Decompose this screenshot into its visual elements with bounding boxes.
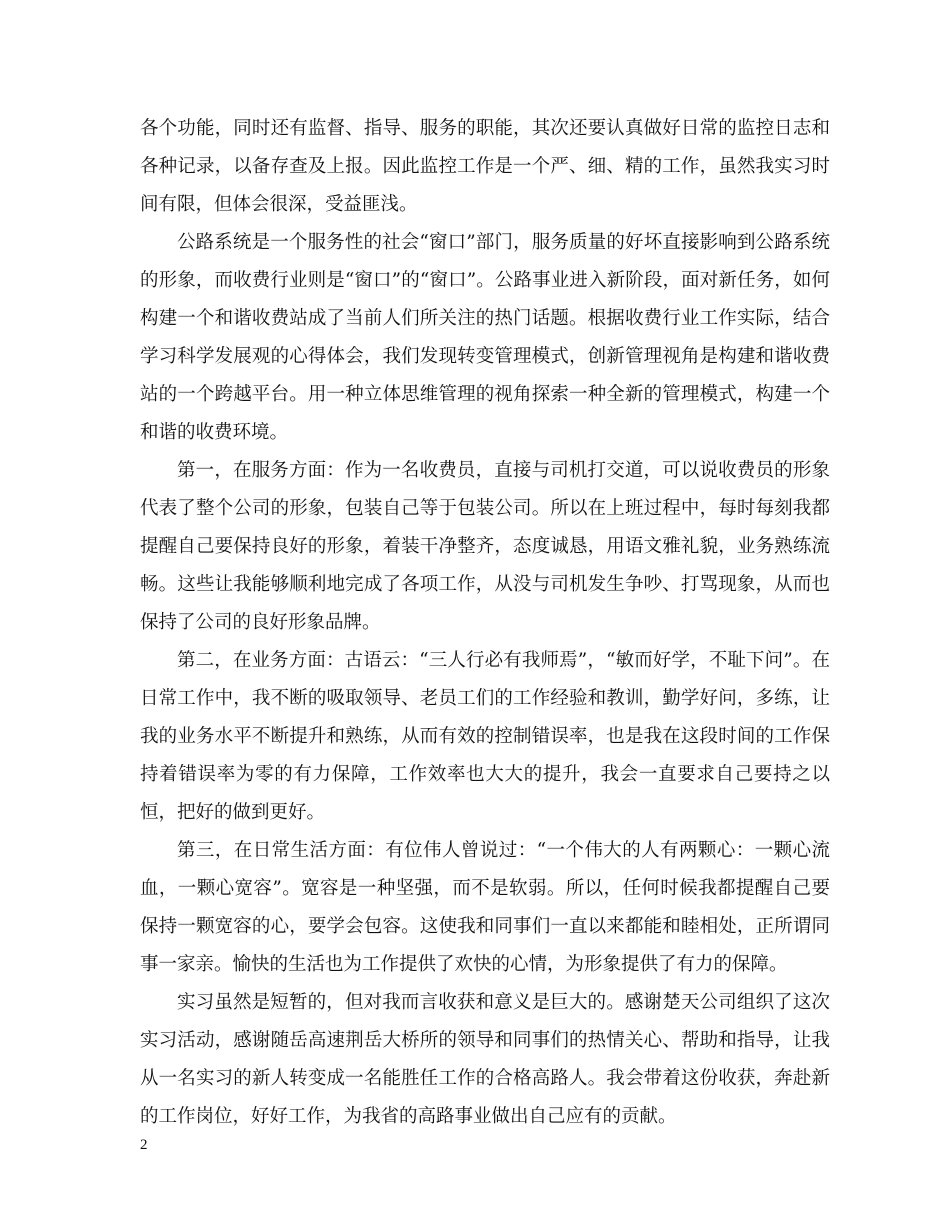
page-number: 2: [140, 1137, 148, 1153]
paragraph-service: 第一，在服务方面：作为一名收费员，直接与司机打交道，可以说收费员的形象代表了整个公司的形象，包装自己等于包装公司。所以在上班过程中，每时每刻我都提醒自己要保持良好的形象，着装干净整齐，态度诚恳，用语文雅礼貌，业务熟练流畅。这些让我能够顺利地完成了各项工作，从没与司机发生争吵、打骂现象，从而也保持了公司的良好形象品牌。: [140, 460, 830, 633]
document-body: [140, 110, 830, 1136]
paragraph-continuation: 各个功能，同时还有监督、指导、服务的职能，其次还要认真做好日常的监控日志和各种记录，以备存查及上报。因此监控工作是一个严、细、精的工作，虽然我实习时间有限，但体会很深，受益匪浅。: [140, 118, 830, 215]
paragraph-highway-system: 公路系统是一个服务性的社会“窗口”部门，服务质量的好坏直接影响到公路系统的形象，而收费行业则是“窗口”的“窗口”。公路事业进入新阶段，面对新任务，如何构建一个和谐收费站成了当前人们所关注的热门话题。根据收费行业工作实际，结合学习科学发展观的心得体会，我们发现转变管理模式，创新管理视角是构建和谐收费站的一个跨越平台。用一种立体思维管理的视角探索一种全新的管理模式，构建一个和谐的收费环境。: [140, 232, 830, 443]
paragraph-business: 第二，在业务方面：古语云：“三人行必有我师焉”，“敏而好学，不耻下问”。在日常工作中，我不断的吸取领导、老员工们的工作经验和教训，勤学好问，多练，让我的业务水平不断提升和熟练，从而有效的控制错误率，也是我在这段时间的工作保持着错误率为零的有力保障，工作效率也大大的提升，我会一直要求自己要持之以恒，把好的做到更好。: [140, 650, 830, 823]
paragraph-daily-life: 第三，在日常生活方面：有位伟人曾说过：“一个伟大的人有两颗心：一颗心流血，一颗心宽容”。宽容是一种坚强，而不是软弱。所以，任何时候我都提醒自己要保持一颗宽容的心，要学会包容。这使我和同事们一直以来都能和睦相处，正所谓同事一家亲。愉快的生活也为工作提供了欢快的心情，为形象提供了有力的保障。: [140, 840, 830, 975]
paragraph-conclusion: 实习虽然是短暂的，但对我而言收获和意义是巨大的。感谢楚天公司组织了这次实习活动，感谢随岳高速荆岳大桥所的领导和同事们的热情关心、帮助和指导，让我从一名实习的新人转变成一名能胜任工作的合格高路人。我会带着这份收获，奔赴新的工作岗位，好好工作，为我省的高路事业做出自己应有的贡献。: [140, 992, 830, 1127]
